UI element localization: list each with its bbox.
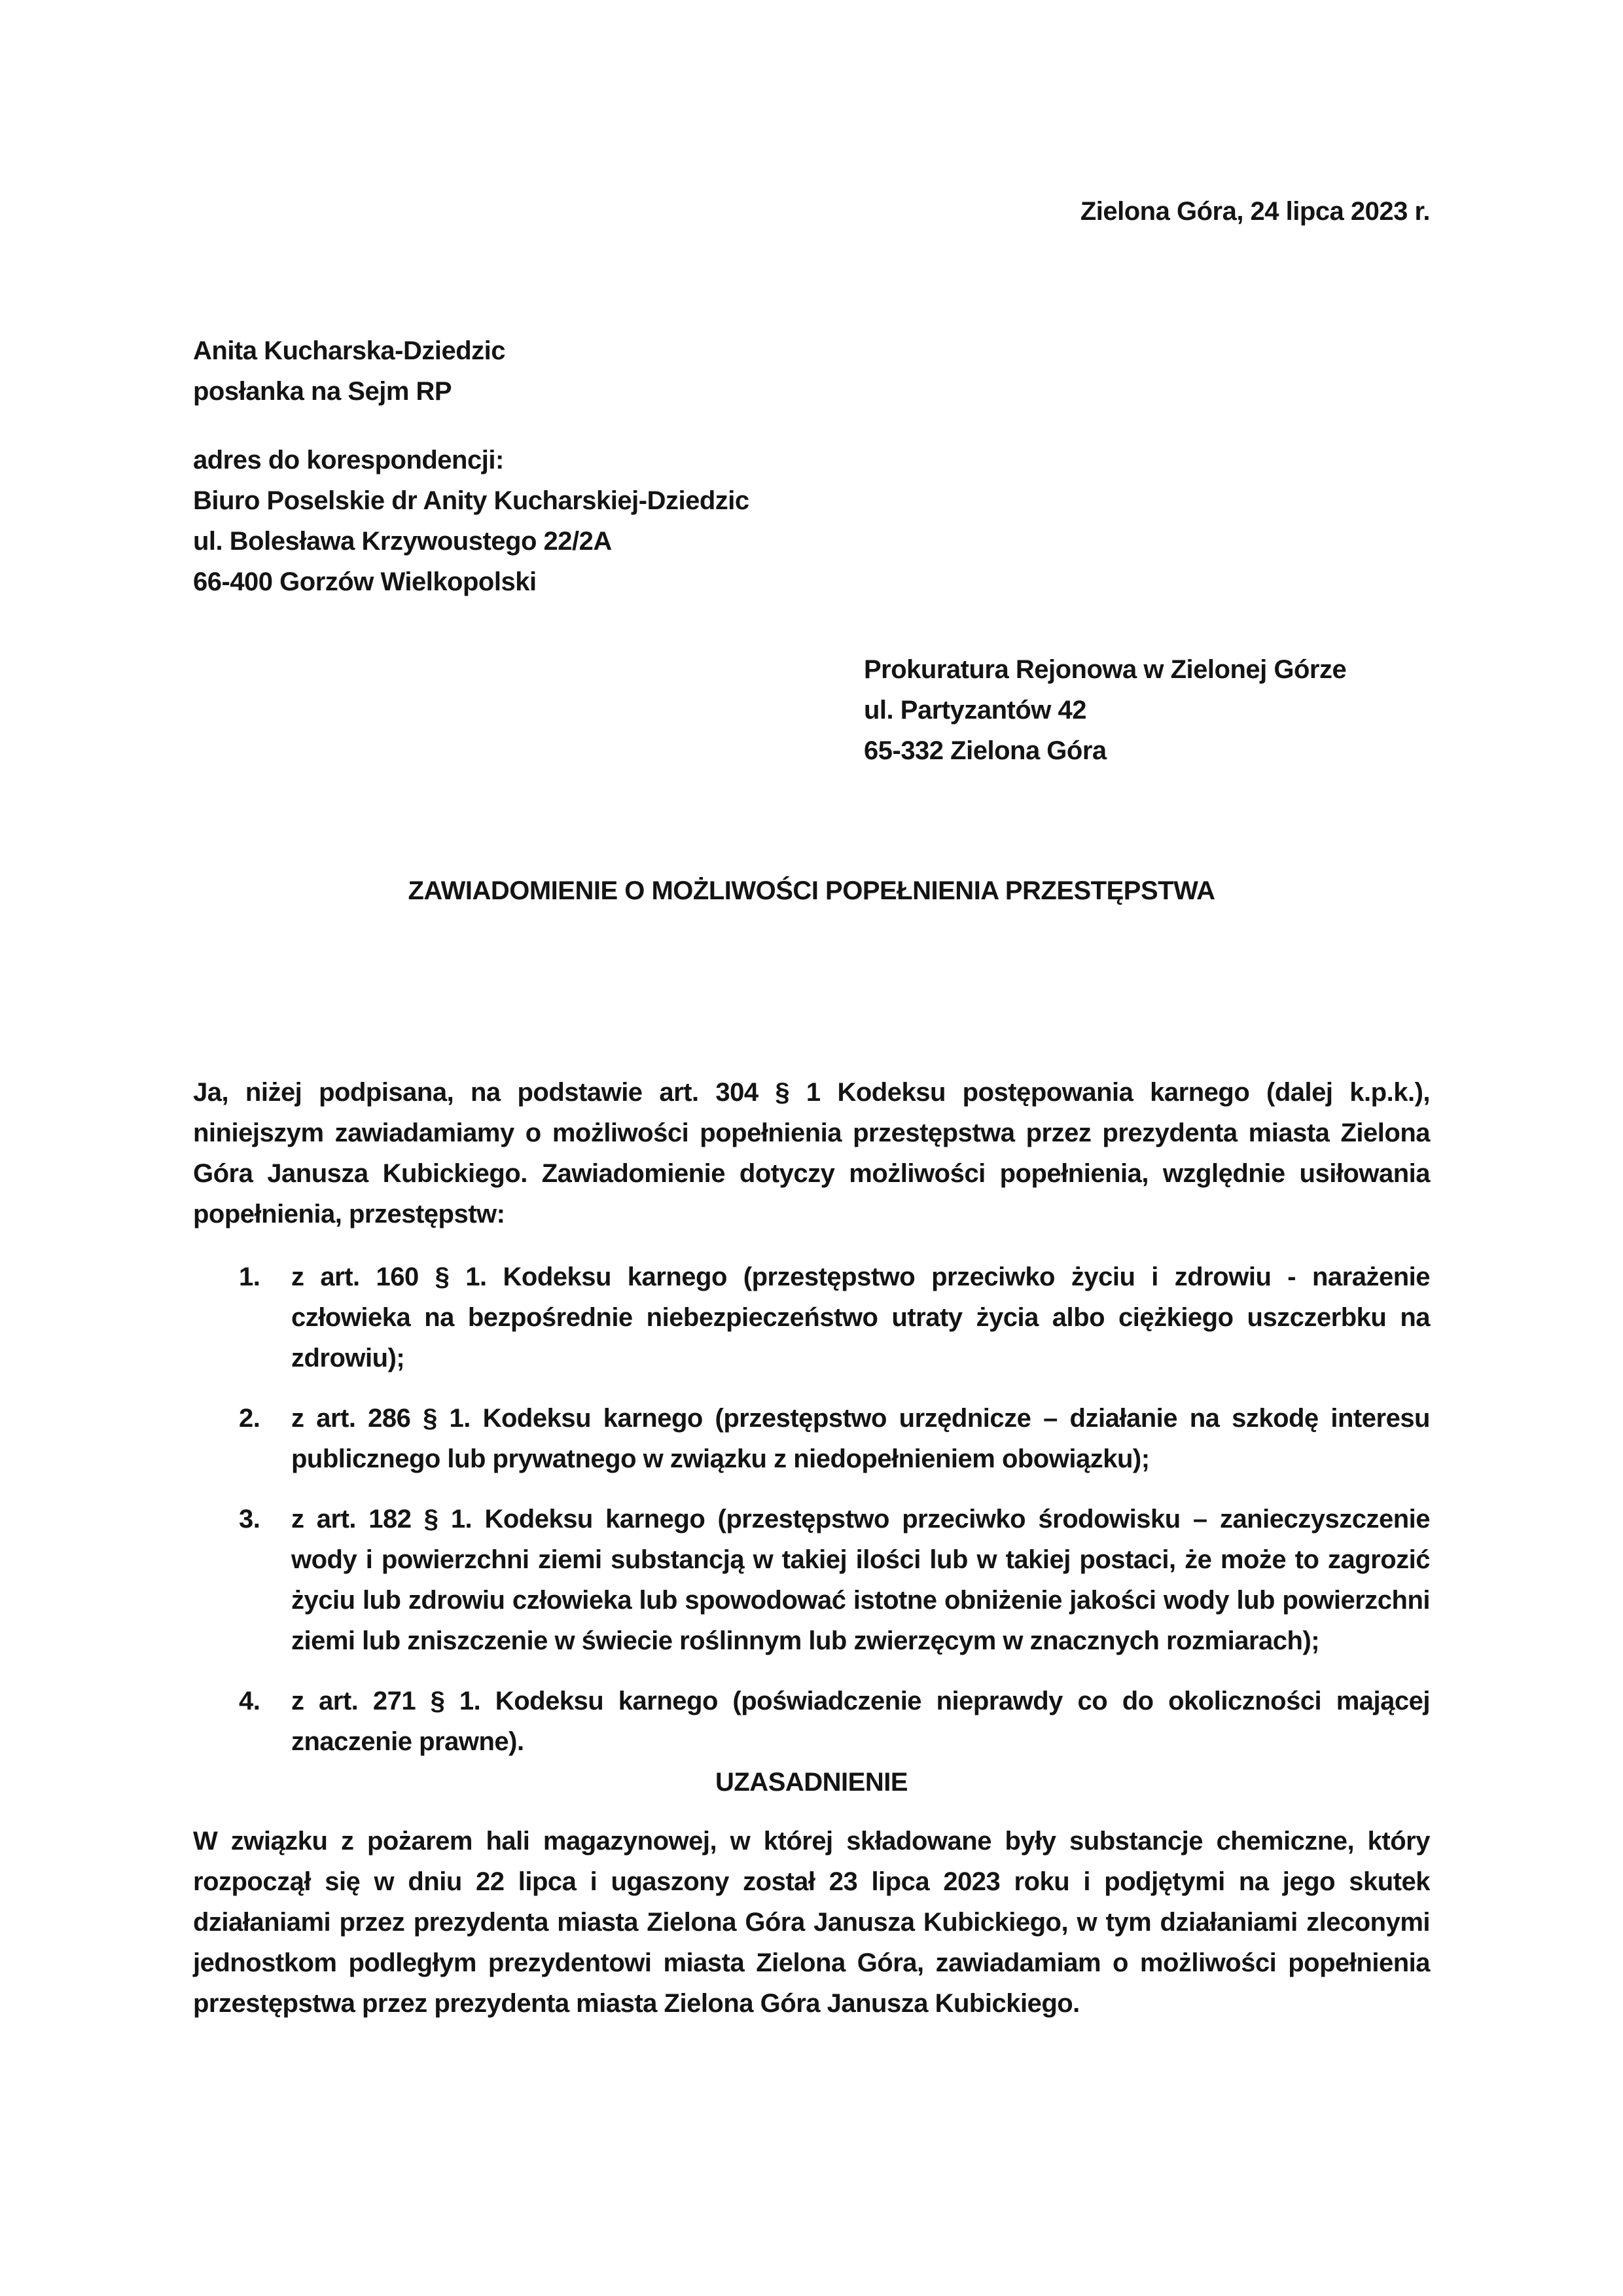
offense-number-1: 1. (239, 1263, 260, 1291)
recipient-name: Prokuratura Rejonowa w Zielonej Górze (864, 655, 1347, 684)
offense-item-4 (193, 1681, 1430, 1762)
offense-item-2 (193, 1398, 1430, 1479)
sender-block (193, 331, 1430, 412)
date-line: Zielona Góra, 24 lipca 2023 r. (1080, 197, 1430, 226)
correspondence-street: ul. Bolesława Krzywoustego 22/2A (193, 527, 612, 556)
intro-paragraph: Ja, niżej podpisana, na podstawie art. 304 § 1 Kodeksu postępowania karnego (dalej k.p.k.), niniejszym zawiadamiamy o możliwości popełnienia przestępstwa przez prezydenta miasta Zielona Góra Janusza Kubickiego. Zawiadomienie dotyczy możliwości popełnienia, względnie usiłowania popełnienia, przestępstw: (193, 1078, 1430, 1229)
correspondence-office: Biuro Poselskie dr Anity Kucharskiej-Dziedzic (193, 486, 749, 515)
offense-text-3: z art. 182 § 1. Kodeksu karnego (przestępstwo przeciwko środowisku – zanieczyszczenie wody i powierzchni ziemi substancją w takiej ilości lub w takiej postaci, że może to zagrozić życiu lub zdrowiu człowieka lub spowodować istotne obniżenie jakości wody lub powierzchni ziemi lub zniszczenie w świecie roślinnym lub zwierzęcym w znacznych rozmiarach); (291, 1505, 1430, 1655)
offense-item-1 (193, 1257, 1430, 1378)
offense-text-4: z art. 271 § 1. Kodeksu karnego (poświadczenie nieprawdy co do okoliczności mającej znaczenie prawne). (291, 1687, 1430, 1756)
offense-list (193, 1257, 1430, 1782)
offense-number-3: 3. (239, 1505, 260, 1534)
offense-text-2: z art. 286 § 1. Kodeksu karnego (przestępstwo urzędnicze – działanie na szkodę interesu publicznego lub prywatnego w związku z niedopełnieniem obowiązku); (291, 1404, 1430, 1473)
document-title: ZAWIADOMIENIE O MOŻLIWOŚCI POPEŁNIENIA PRZESTĘPSTWA (408, 876, 1215, 905)
justification-heading: UZASADNIENIE (715, 1768, 908, 1797)
recipient-block (864, 649, 1453, 771)
offense-number-4: 4. (239, 1687, 260, 1715)
offense-number-2: 2. (239, 1404, 260, 1433)
correspondence-label: adres do korespondencji: (193, 446, 504, 475)
sender-name: Anita Kucharska-Dziedzic (193, 336, 506, 365)
correspondence-city: 66-400 Gorzów Wielkopolski (193, 567, 537, 596)
offense-text-1: z art. 160 § 1. Kodeksu karnego (przestępstwo przeciwko życiu i zdrowiu - narażenie człowieka na bezpośrednie niebezpieczeństwo utraty życia albo ciężkiego uszczerbku na zdrowiu); (291, 1263, 1430, 1372)
recipient-city: 65-332 Zielona Góra (864, 736, 1107, 765)
correspondence-address-block (193, 440, 1430, 602)
recipient-street: ul. Partyzantów 42 (864, 696, 1086, 725)
justification-paragraph: W związku z pożarem hali magazynowej, w której składowane były substancje chemiczne, który rozpoczął się w dniu 22 lipca i ugaszony został 23 lipca 2023 roku i podjętymi na jego skutek działaniami przez prezydenta miasta Zielona Góra Janusza Kubickiego, w tym działaniami zleconymi jednostkom podległym prezydentowi miasta Zielona Góra, zawiadamiam o możliwości popełnienia przestępstwa przez prezydenta miasta Zielona Góra Janusza Kubickiego. (193, 1827, 1430, 2018)
offense-item-3 (193, 1499, 1430, 1661)
sender-role: posłanka na Sejm RP (193, 377, 452, 406)
